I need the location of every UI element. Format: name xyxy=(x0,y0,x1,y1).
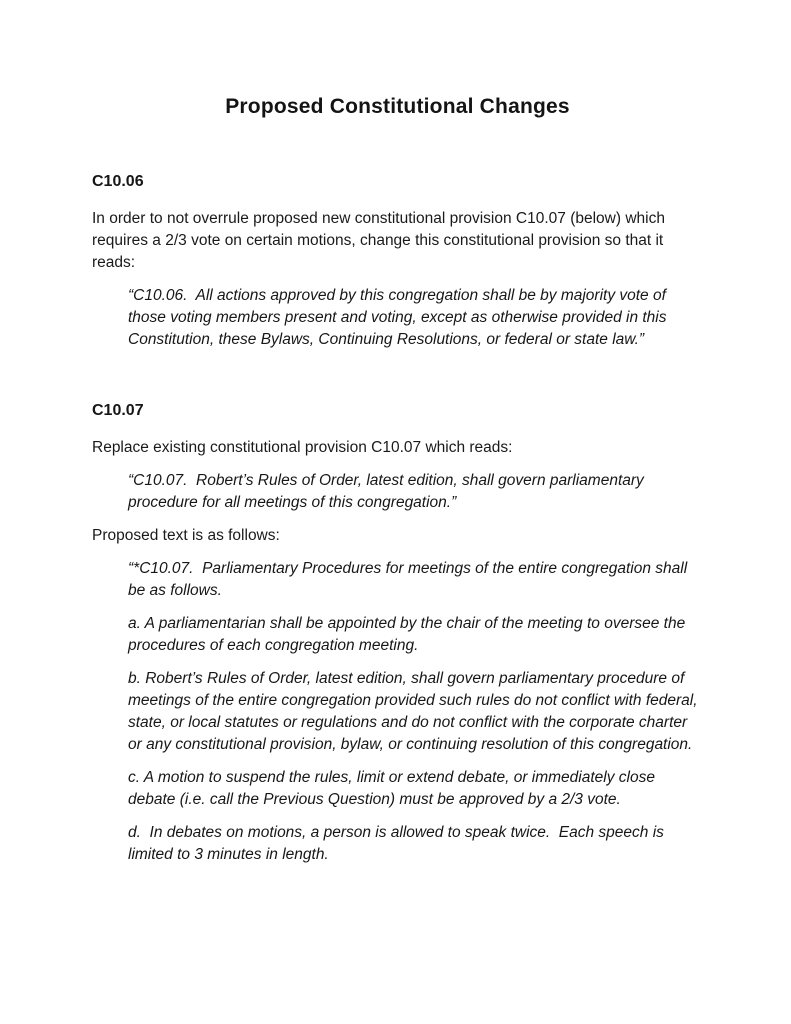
proposed-paragraph-d: d. In debates on motions, a person is allowed to speak twice. Each speech is limited to 3 minutes in length. xyxy=(128,824,669,863)
section-heading-c10-07: C10.07 xyxy=(92,402,144,419)
section-c10-06-quote-paragraph: “C10.06. All actions approved by this congregation shall be by majority vote of those voting members present and voting, except as otherwise provided in this Constitution, these Bylaws, Continuing Resolutions, or federal or state law.” xyxy=(128,287,671,348)
proposed-paragraph-c: c. A motion to suspend the rules, limit or extend debate, or immediately close debate (i.e. call the Previous Question) must be approved by a 2/3 vote. xyxy=(128,769,660,808)
section-heading-c10-06: C10.06 xyxy=(92,173,144,190)
proposed-paragraph-a: a. A parliamentarian shall be appointed by the chair of the meeting to oversee the procedures of each congregation meeting. xyxy=(128,615,690,654)
proposed-text-label: Proposed text is as follows: xyxy=(92,527,280,544)
document-content xyxy=(0,93,791,866)
page-title: Proposed Constitutional Changes xyxy=(225,95,570,118)
proposed-paragraph-b: b. Robert’s Rules of Order, latest edition, shall govern parliamentary procedure of meetings of the entire congregation provided such rules do not conflict with federal, state, or local statutes or regulations and do not conflict with the corporate charter or any constitutional provision, bylaw, or continuing resolution of this congregation. xyxy=(128,670,702,753)
section-c10-07-existing-quote-paragraph: “C10.07. Robert’s Rules of Order, latest edition, shall govern parliamentary procedure for all meetings of this congregation.” xyxy=(128,472,649,511)
proposed-paragraph-intro: “*C10.07. Parliamentary Procedures for meetings of the entire congregation shall be as follows. xyxy=(128,560,692,599)
section-c10-07-intro-paragraph: Replace existing constitutional provision C10.07 which reads: xyxy=(92,439,513,456)
section-c10-06-intro-paragraph: In order to not overrule proposed new constitutional provision C10.07 (below) which requires a 2/3 vote on certain motions, change this constitutional provision so that it reads: xyxy=(92,210,670,271)
